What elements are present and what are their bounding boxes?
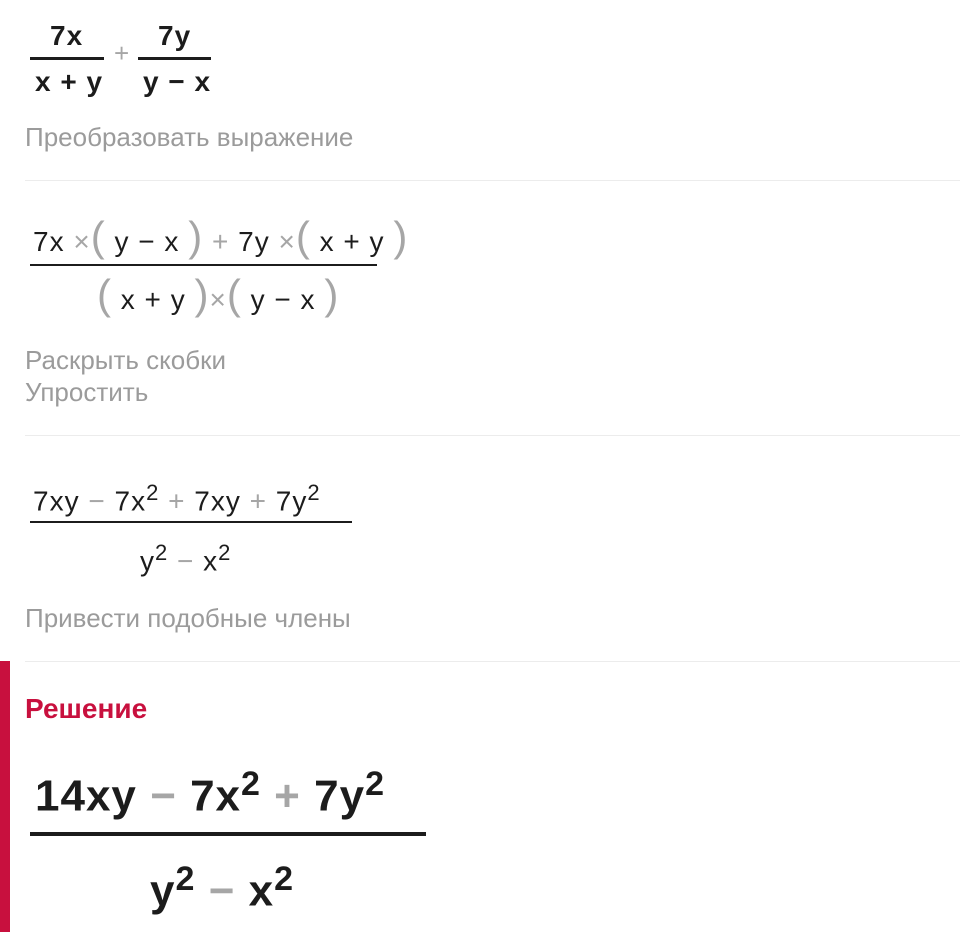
solution-fraction-bar — [30, 832, 426, 836]
divider-3 — [25, 661, 960, 662]
plus-operator: + — [249, 485, 267, 517]
term-7y: 7y — [275, 485, 308, 517]
term-14xy: 14xy — [35, 771, 137, 821]
paren-open: ( — [97, 271, 112, 318]
step2-fraction-bar — [30, 521, 352, 523]
hint-combine-like-terms: Привести подобные члены — [25, 603, 351, 633]
den1-text: x + y — [35, 66, 104, 97]
times-operator: × — [73, 226, 91, 257]
paren-open: ( — [295, 213, 311, 260]
plus-operator: + — [274, 771, 301, 821]
times-operator: × — [278, 226, 296, 257]
term-x: x — [203, 545, 219, 577]
exponent: 2 — [274, 860, 294, 898]
solution-accent-bar — [0, 661, 10, 932]
plus-operator: + — [211, 226, 230, 257]
fraction2-denominator: y − x — [143, 66, 212, 97]
hint-simplify: Упростить — [25, 377, 149, 407]
divider-1 — [25, 180, 960, 181]
solution-title: Решение — [25, 693, 148, 724]
term-y: y — [150, 866, 176, 916]
group-y-minus-x: y − x — [114, 226, 180, 257]
term-7x: 7x — [190, 771, 242, 821]
paren-close: ) — [194, 271, 210, 318]
fraction1-numerator: 7x — [50, 20, 84, 51]
fraction2-bar — [138, 57, 211, 60]
hint-expand-brackets: Раскрыть скобки — [25, 345, 227, 375]
step1-denominator — [97, 270, 339, 320]
term-7y: 7y — [314, 771, 366, 821]
minus-operator: − — [88, 485, 106, 517]
step1-fraction-bar — [30, 264, 377, 266]
group-y-minus-x: y − x — [250, 284, 316, 315]
paren-open: ( — [90, 213, 106, 260]
plus-operator: + — [168, 485, 186, 517]
exponent: 2 — [241, 765, 261, 803]
step2-numerator — [33, 480, 321, 517]
fraction1-denominator — [35, 66, 103, 98]
term-7xy: 7xy — [33, 485, 80, 517]
minus-operator: − — [177, 545, 195, 577]
step2-denominator — [140, 540, 231, 577]
paren-close: ) — [324, 271, 340, 318]
exponent: 2 — [146, 480, 160, 505]
solution-numerator — [35, 765, 385, 822]
solution-denominator — [150, 860, 294, 917]
paren-close: ) — [393, 213, 409, 260]
term-7xy: 7xy — [194, 485, 241, 517]
exponent: 2 — [218, 540, 232, 565]
exponent: 2 — [175, 860, 196, 898]
hint-transform: Преобразовать выражение — [25, 122, 354, 152]
minus-operator: − — [208, 866, 236, 916]
paren-close: ) — [188, 213, 204, 260]
exponent: 2 — [155, 540, 169, 565]
divider-2 — [25, 435, 960, 436]
paren-open: ( — [226, 271, 242, 318]
times-operator: × — [209, 284, 227, 315]
exponent: 2 — [307, 480, 321, 505]
fraction2-numerator: 7y — [158, 20, 192, 51]
term-7x: 7x — [33, 226, 65, 257]
minus-operator: − — [150, 771, 177, 821]
fraction1-bar — [30, 57, 104, 60]
term-7x: 7x — [114, 485, 147, 517]
group-x-plus-y: x + y — [319, 226, 385, 257]
term-x: x — [248, 866, 275, 916]
plus-operator: + — [114, 38, 130, 68]
exponent: 2 — [365, 765, 385, 803]
step1-numerator — [33, 212, 408, 262]
term-y: y — [140, 545, 155, 577]
term-7y: 7y — [238, 226, 270, 257]
group-x-plus-y: x + y — [120, 284, 186, 315]
